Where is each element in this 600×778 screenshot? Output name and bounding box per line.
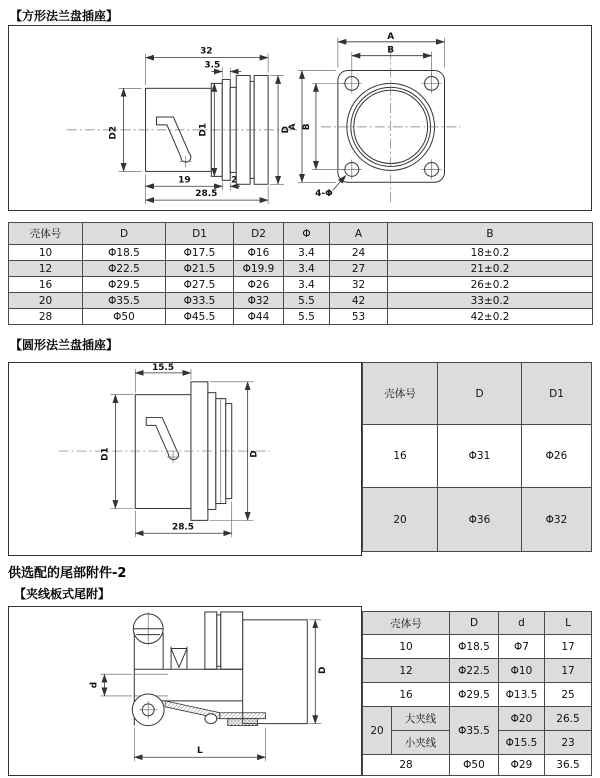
table-row [363,707,592,731]
cell: 36.5 [545,755,592,776]
cell: 20 [363,488,438,552]
col-header: D [450,612,499,635]
cell: Φ18.5 [450,635,499,659]
table-header-row [9,223,593,245]
cell: 10 [363,635,450,659]
dim-label: A [287,123,299,131]
table-row [363,635,592,659]
cell: Φ50 [450,755,499,776]
dim-label: D1 [198,123,209,137]
square-flange-drawing [9,26,591,210]
bushing-section [228,719,258,726]
cell: Φ29.5 [450,683,499,707]
dim-label: 3.5 [204,60,221,71]
cell: 26.5 [545,707,592,731]
table-row [9,293,593,309]
table-row [363,425,592,488]
cell: 17 [545,659,592,683]
dim-label: A [387,31,395,42]
col-header: B [388,223,593,245]
table-row [9,309,593,325]
dim-label: 2 [231,175,238,186]
cell: 28 [363,755,450,776]
cell: 5.5 [284,293,330,309]
cell: Φ17.5 [166,245,234,261]
cell: Φ50 [83,309,166,325]
cell: Φ22.5 [83,261,166,277]
cell: 42 [330,293,388,309]
cell: Φ16 [234,245,284,261]
dim-label: 4-Φ [315,189,333,200]
col-header: D1 [522,363,592,425]
square-flange-table [8,222,593,325]
round-flange-title: 【圆形法兰盘插座】 [10,338,119,352]
cell: 10 [9,245,83,261]
tail-accessory-note: 供选配的尾部附件-2 [8,566,127,581]
col-header: Φ [284,223,330,245]
side-view [67,47,300,204]
cell: Φ20 [499,707,545,731]
cell: Φ31 [438,425,522,488]
cell: Φ35.5 [83,293,166,309]
clamp-tail-drawing [9,607,361,775]
cell: Φ29.5 [83,277,166,293]
col-header: d [499,612,545,635]
cell: Φ18.5 [83,245,166,261]
cell: 20 [363,707,392,755]
table-row [9,261,593,277]
round-flange-table [362,362,592,552]
col-header: D [438,363,522,425]
cell: 28 [9,309,83,325]
dim-label: D2 [108,126,119,140]
table-header-row [363,612,592,635]
cell: Φ26 [234,277,284,293]
cell: 16 [363,683,450,707]
col-header: 壳体号 [363,363,438,425]
cell: Φ27.5 [166,277,234,293]
cell: 23 [545,731,592,755]
cell: 17 [545,635,592,659]
cell: 12 [9,261,83,277]
table-row [9,245,593,261]
cell: 42±0.2 [388,309,593,325]
cell: Φ35.5 [450,707,499,755]
dim-label: D [249,450,260,458]
dim-label: D1 [100,447,111,461]
cell: Φ26 [522,425,592,488]
cell: 12 [363,659,450,683]
front-view [288,32,460,204]
cell: 5.5 [284,309,330,325]
cell: Φ44 [234,309,284,325]
cell: 24 [330,245,388,261]
cell: 26±0.2 [388,277,593,293]
cell: Φ10 [499,659,545,683]
square-flange-drawing-box [8,25,592,211]
dim-label: B [387,45,395,56]
dim-label: 19 [178,175,191,186]
shell-body [243,620,308,724]
cell: 16 [363,425,438,488]
col-header: A [330,223,388,245]
cell: 20 [9,293,83,309]
cell: 3.4 [284,277,330,293]
cell: Φ22.5 [450,659,499,683]
dim-label: D [318,666,329,674]
cell: 27 [330,261,388,277]
clamp-tail-title: 【夹线板式尾附】 [14,587,111,601]
dim-label: D [281,126,292,134]
side-view [89,612,328,761]
cell: 3.4 [284,245,330,261]
cell: Φ32 [234,293,284,309]
dim-label: 28.5 [171,522,195,533]
col-header: D2 [234,223,284,245]
cell: Φ33.5 [166,293,234,309]
col-header: 壳体号 [9,223,83,245]
cell: 32 [330,277,388,293]
cell: Φ21.5 [166,261,234,277]
table-row [363,755,592,776]
cell: Φ13.5 [499,683,545,707]
cone-detail [171,649,187,668]
cell: 33±0.2 [388,293,593,309]
cell: 3.4 [284,261,330,277]
table-header-row [363,363,592,425]
table-row [363,683,592,707]
dim-label: 32 [200,46,213,57]
table-row [9,277,593,293]
cell: Φ29 [499,755,545,776]
cell: Φ45.5 [166,309,234,325]
cell: Φ32 [522,488,592,552]
dim-label: 28.5 [195,189,218,200]
cell: Φ15.5 [499,731,545,755]
dim-label: B [301,123,312,131]
round-flange-drawing-box [8,362,362,556]
dim-label: d [89,681,100,689]
col-header: 壳体号 [363,612,450,635]
dim-label: L [197,746,203,757]
cell: Φ19.9 [234,261,284,277]
table-row [363,659,592,683]
side-view [59,363,270,537]
cell: 16 [9,277,83,293]
cell: 18±0.2 [388,245,593,261]
col-header: D1 [166,223,234,245]
cell: 25 [545,683,592,707]
round-flange-drawing [9,363,361,555]
cell: 小夹线 [392,731,450,755]
cell: Φ7 [499,635,545,659]
col-header: D [83,223,166,245]
table-row [363,488,592,552]
col-header: L [545,612,592,635]
cell: Φ36 [438,488,522,552]
cell: 21±0.2 [388,261,593,277]
square-flange-title: 【方形法兰盘插座】 [10,9,119,23]
clamp-tail-table [362,611,592,776]
dim-label: 15.5 [152,363,175,373]
clamp-tail-drawing-box [8,606,362,776]
cell: 53 [330,309,388,325]
cell: 大夹线 [392,707,450,731]
